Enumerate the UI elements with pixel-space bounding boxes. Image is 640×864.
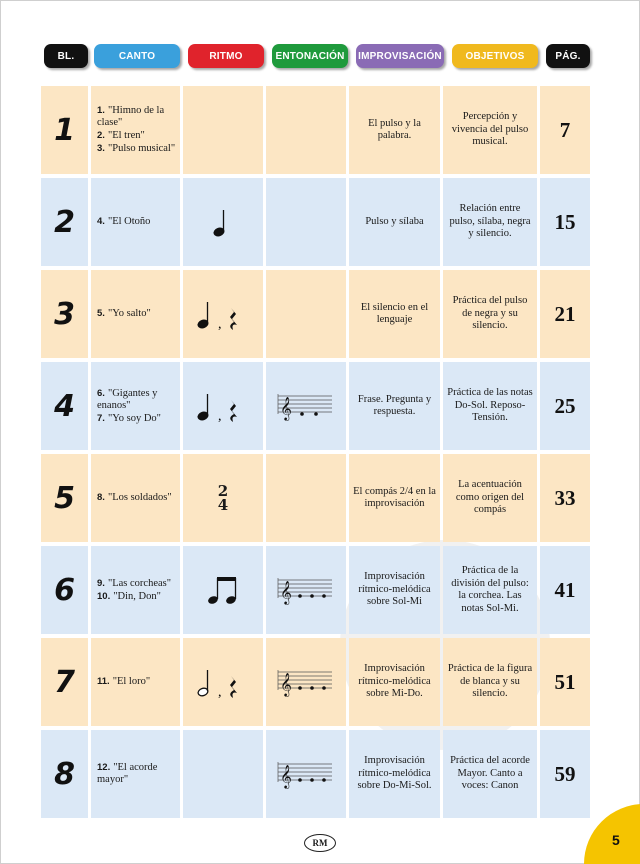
cell-bl (41, 178, 88, 266)
cell-objetivos (443, 638, 537, 726)
cell-pag (540, 638, 590, 726)
comma-separator: , (218, 409, 222, 424)
cell-pag (540, 362, 590, 450)
song-item (97, 492, 172, 504)
page-ref: 15 (554, 209, 576, 234)
table-row (41, 454, 590, 542)
song-list (91, 761, 180, 787)
song-item (97, 308, 151, 320)
improvisation-text: Pulso y sílaba (365, 215, 424, 227)
comma-separator: , (218, 685, 222, 700)
song-item (97, 578, 171, 590)
song-number: 12. (97, 762, 111, 773)
header-bl (44, 44, 88, 68)
song-title: "El loro" (112, 676, 151, 687)
table-row (41, 86, 590, 174)
song-title: "Din, Don" (113, 590, 161, 602)
song-number: 9. (97, 577, 105, 589)
improvisation-text: Improvisación rítmico-melódica sobre Do-Mi-Sol. (357, 755, 432, 792)
table-row (41, 270, 590, 358)
song-item (97, 105, 180, 129)
cell-bl (41, 730, 88, 818)
cell-ritmo (183, 178, 263, 266)
song-item (97, 762, 180, 786)
cell-improvisacion (349, 546, 440, 634)
cell-objetivos (443, 270, 537, 358)
treble-clef-icon: 𝄞 (280, 580, 292, 604)
staff-notation-icon (276, 570, 336, 610)
cell-ritmo (183, 270, 263, 358)
song-list (91, 491, 172, 505)
cell-ritmo (183, 86, 263, 174)
song-item (97, 413, 180, 425)
song-item (97, 130, 180, 142)
block-number: 8 (54, 756, 75, 792)
song-number: 5. (97, 308, 105, 319)
song-title: "Gigantes y enanos" (97, 387, 158, 411)
cell-ritmo (183, 546, 263, 634)
cell-improvisacion (349, 638, 440, 726)
song-item (97, 591, 171, 603)
cell-entonacion (266, 270, 346, 358)
header-objetivos (452, 44, 538, 68)
header-ritmo (188, 44, 264, 68)
song-title: "Las corcheas" (107, 577, 172, 589)
page-ref: 51 (554, 669, 576, 694)
cell-entonacion (266, 730, 346, 818)
song-title: "El acorde mayor" (97, 762, 158, 785)
song-list (91, 307, 151, 321)
song-item (97, 143, 180, 155)
song-title: "Pulso musical" (107, 143, 176, 154)
staff-notation-icon (276, 386, 336, 426)
time-signature-2-4: 2 4 (217, 482, 229, 514)
cell-pag (540, 178, 590, 266)
improvisation-text: El silencio en el lenguaje (360, 301, 429, 325)
improvisation-text: El compás 2/4 en la improvisación (353, 485, 436, 509)
header-pag-label: PÁG. (555, 50, 581, 62)
cell-improvisacion (349, 270, 440, 358)
song-item (97, 676, 150, 688)
objectives-text: Relación entre pulso, sílaba, negra y silencio. (449, 203, 531, 240)
song-item (97, 216, 150, 228)
objectives-text: Práctica de la figura de blanca y su silencio. (447, 663, 533, 700)
cell-canto (91, 546, 180, 634)
improvisation-text: Frase. Pregunta y respuesta. (357, 393, 432, 417)
cell-entonacion (266, 454, 346, 542)
song-number: 11. (97, 676, 110, 687)
block-number: 1 (54, 112, 75, 148)
cell-entonacion (266, 86, 346, 174)
cell-ritmo (183, 362, 263, 450)
improvisation-text: Improvisación rítmico-melódica sobre Sol-Mi (358, 571, 431, 608)
cell-pag (540, 454, 590, 542)
song-list (91, 675, 150, 689)
treble-clef-icon: 𝄞 (280, 396, 292, 420)
song-item (97, 388, 180, 412)
cell-entonacion (266, 638, 346, 726)
header-ritmo-label: RITMO (209, 50, 243, 62)
cell-objetivos (443, 362, 537, 450)
staff-notation-icon (276, 662, 336, 702)
cell-bl (41, 454, 88, 542)
song-number: 7. (97, 412, 105, 424)
staff-notation-icon (276, 754, 336, 794)
header-entonacion-label: ENTONACIÓN (275, 50, 345, 62)
cell-objetivos (443, 730, 537, 818)
quarter-rest-icon (230, 400, 237, 422)
cell-canto (91, 454, 180, 542)
quarter-note-icon (197, 394, 209, 421)
header-canto (94, 44, 180, 68)
quarter-note-icon (213, 210, 225, 237)
block-number: 4 (54, 388, 75, 424)
cell-entonacion (266, 546, 346, 634)
song-list (91, 215, 150, 229)
song-number: 10. (97, 590, 111, 602)
cell-pag (540, 86, 590, 174)
objectives-text: Práctica del acorde Mayor. Canto a voces: Canon (450, 755, 530, 792)
page-ref: 41 (554, 577, 576, 602)
cell-canto (91, 730, 180, 818)
cell-pag (540, 270, 590, 358)
beamed-eighth-notes-icon (207, 577, 237, 605)
song-list (91, 387, 180, 426)
table-row (41, 546, 590, 634)
table-row (41, 730, 590, 818)
song-number: 4. (97, 216, 105, 227)
cell-entonacion (266, 362, 346, 450)
cell-bl (41, 86, 88, 174)
page-ref: 21 (554, 301, 576, 326)
half-note-icon (197, 670, 209, 697)
song-title: "El tren" (107, 130, 145, 141)
song-list (91, 104, 180, 156)
song-number: 1. (97, 105, 105, 116)
cell-objetivos (443, 454, 537, 542)
page-ref: 25 (554, 393, 576, 418)
cell-entonacion (266, 178, 346, 266)
header-improvisacion-label: IMPROVISACIÓN (358, 50, 442, 62)
cell-bl (41, 546, 88, 634)
publisher-logo (304, 834, 336, 852)
objectives-text: Percepción y vivencia del pulso musical. (451, 111, 529, 148)
song-list (91, 577, 171, 604)
cell-improvisacion (349, 454, 440, 542)
cell-bl (41, 362, 88, 450)
quarter-note-icon (197, 302, 209, 329)
header-improvisacion (356, 44, 444, 68)
song-number: 2. (97, 130, 105, 141)
block-number: 2 (54, 204, 75, 240)
cell-canto (91, 362, 180, 450)
publisher-logo-text: RM (312, 838, 328, 848)
cell-objetivos (443, 86, 537, 174)
improvisation-text: Improvisación rítmico-melódica sobre Mi-Do. (358, 663, 431, 700)
objectives-text: La acentuación como origen del compás (455, 479, 525, 516)
objectives-text: Práctica de la división del pulso: la corchea. Las notas Sol-Mi. (451, 565, 529, 614)
page-ref: 33 (554, 485, 576, 510)
cell-bl (41, 638, 88, 726)
comma-separator: , (218, 317, 222, 332)
song-number: 6. (97, 387, 105, 399)
table-row (41, 178, 590, 266)
treble-clef-icon: 𝄞 (280, 764, 292, 788)
block-number: 5 (54, 480, 75, 516)
cell-improvisacion (349, 362, 440, 450)
header-canto-label: CANTO (118, 50, 156, 62)
page-ref: 7 (559, 117, 571, 142)
table-header (0, 44, 640, 68)
block-number: 6 (54, 572, 75, 608)
song-title: "Yo soy Do" (107, 412, 161, 424)
cell-objetivos (443, 178, 537, 266)
cell-improvisacion (349, 178, 440, 266)
song-title: "Los soldados" (107, 492, 172, 503)
cell-ritmo (183, 730, 263, 818)
treble-clef-icon: 𝄞 (280, 672, 292, 696)
cell-improvisacion (349, 730, 440, 818)
song-title: "Himno de la clase" (97, 105, 165, 128)
cell-canto (91, 178, 180, 266)
table-row (41, 638, 590, 726)
header-objetivos-label: OBJETIVOS (465, 50, 525, 62)
song-number: 3. (97, 143, 105, 154)
song-number: 8. (97, 492, 105, 503)
table-row (41, 362, 590, 450)
cell-canto (91, 638, 180, 726)
block-number: 7 (54, 664, 75, 700)
block-number: 3 (54, 296, 75, 332)
cell-objetivos (443, 546, 537, 634)
cell-ritmo (183, 638, 263, 726)
quarter-rest-icon (230, 676, 237, 698)
cell-ritmo (183, 454, 263, 542)
page-ref: 59 (554, 761, 576, 786)
quarter-rest-icon (230, 308, 237, 330)
objectives-text: Práctica de las notas Do-Sol. Reposo-Tensión. (447, 387, 533, 424)
header-pag (546, 44, 590, 68)
page-number: 5 (612, 832, 620, 848)
objectives-text: Práctica del pulso de negra y su silencio. (452, 295, 528, 332)
cell-bl (41, 270, 88, 358)
cell-pag (540, 730, 590, 818)
header-bl-label: BL. (57, 50, 75, 62)
cell-pag (540, 546, 590, 634)
cell-canto (91, 86, 180, 174)
cell-improvisacion (349, 86, 440, 174)
header-entonacion (272, 44, 348, 68)
cell-canto (91, 270, 180, 358)
song-title: "Yo salto" (107, 308, 151, 319)
improvisation-text: El pulso y la palabra. (368, 117, 421, 141)
song-title: "El Otoño (107, 216, 151, 227)
